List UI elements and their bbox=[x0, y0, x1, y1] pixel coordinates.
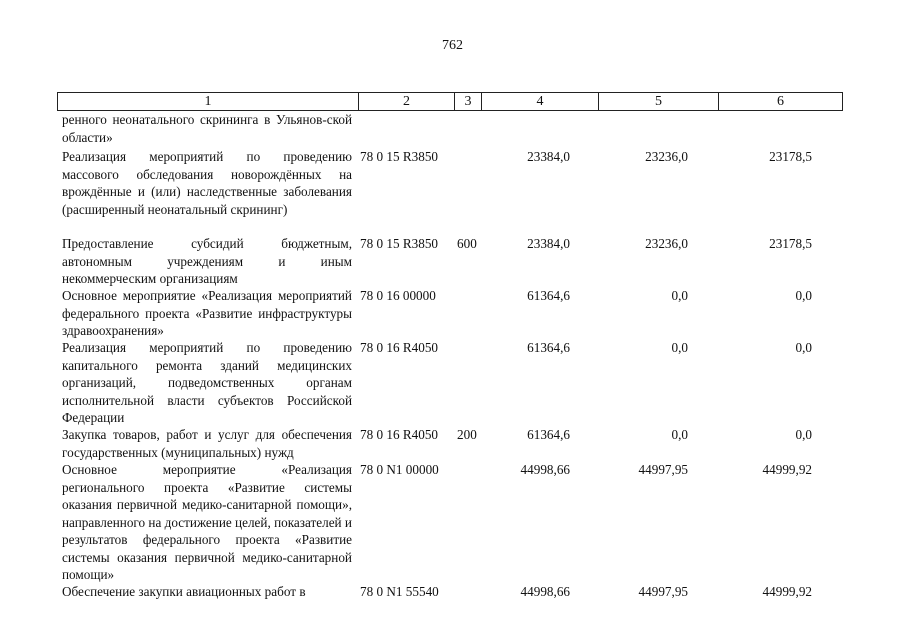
row-value-col6: 44999,92 bbox=[762, 584, 812, 599]
row-code: 78 0 15 R3850 bbox=[360, 149, 439, 164]
table-header bbox=[57, 92, 843, 111]
row-value-col4: 44998,66 bbox=[520, 584, 570, 599]
row-value-col4: 61364,6 bbox=[527, 427, 570, 442]
row-description: Реализация мероприятий по проведению массового обследования новорождённых на врождённые и (или) наследственные заболевания (расширенный неонатальный скрининг) bbox=[62, 149, 352, 217]
row-value-col6: 0,0 bbox=[795, 340, 812, 355]
column-header-2: 2 bbox=[403, 94, 410, 109]
row-value-col4: 61364,6 bbox=[527, 288, 570, 303]
row-code: 78 0 16 R4050 bbox=[360, 340, 439, 355]
row-value-col5: 23236,0 bbox=[645, 236, 688, 251]
row-value-col6: 23178,5 bbox=[769, 236, 812, 251]
row-code: 78 0 15 R3850 bbox=[360, 236, 439, 251]
column-header-4: 4 bbox=[536, 94, 544, 109]
column-header-3: 3 bbox=[464, 94, 472, 109]
row-expense-type: 200 bbox=[457, 427, 477, 442]
row-value-col6: 23178,5 bbox=[769, 149, 812, 164]
column-header-1: 1 bbox=[204, 94, 212, 109]
row-value-col6: 0,0 bbox=[795, 427, 812, 442]
row-description: Основное мероприятие «Реализация мероприятий федерального проекта «Развитие инфраструктуры здравоохранения» bbox=[62, 288, 352, 338]
column-header-5: 5 bbox=[655, 94, 662, 109]
page-number: 762 bbox=[442, 38, 463, 53]
row-value-col6: 44999,92 bbox=[762, 462, 812, 477]
row-description: ренного неонатального скрининга в Ульянов-ской области» bbox=[62, 112, 352, 145]
row-value-col5: 23236,0 bbox=[645, 149, 688, 164]
row-value-col6: 0,0 bbox=[795, 288, 812, 303]
row-value-col5: 0,0 bbox=[671, 427, 688, 442]
row-code: 78 0 16 00000 bbox=[360, 288, 436, 303]
row-code: 78 0 N1 00000 bbox=[360, 462, 439, 477]
row-value-col4: 23384,0 bbox=[527, 236, 570, 251]
row-expense-type: 600 bbox=[457, 236, 477, 251]
row-description: Обеспечение закупки авиационных работ в bbox=[62, 584, 306, 599]
row-value-col4: 44998,66 bbox=[520, 462, 570, 477]
row-value-col5: 0,0 bbox=[671, 288, 688, 303]
row-description: Предоставление субсидий бюджетным, автономным учреждениям и иным некоммерческим организациям bbox=[62, 236, 352, 286]
row-description: Основное мероприятие «Реализация регионального проекта «Развитие системы оказания первичной медико-санитарной помощи», направленного на достижение целей, показателей и результатов федерального проекта «Развитие системы оказания первичной медико-санитарной помощи» bbox=[62, 462, 352, 582]
row-value-col5: 0,0 bbox=[671, 340, 688, 355]
row-value-col4: 23384,0 bbox=[527, 149, 570, 164]
row-description: Реализация мероприятий по проведению капитального ремонта зданий медицинских организаций, подведомственных органам исполнительной власти субъектов Российской Федерации bbox=[62, 340, 352, 425]
row-code: 78 0 16 R4050 bbox=[360, 427, 439, 442]
row-code: 78 0 N1 55540 bbox=[360, 584, 439, 599]
row-value-col5: 44997,95 bbox=[638, 584, 688, 599]
column-header-6: 6 bbox=[777, 94, 784, 109]
row-value-col5: 44997,95 bbox=[638, 462, 688, 477]
row-value-col4: 61364,6 bbox=[527, 340, 570, 355]
row-description: Закупка товаров, работ и услуг для обеспечения государственных (муниципальных) нужд bbox=[62, 427, 352, 460]
